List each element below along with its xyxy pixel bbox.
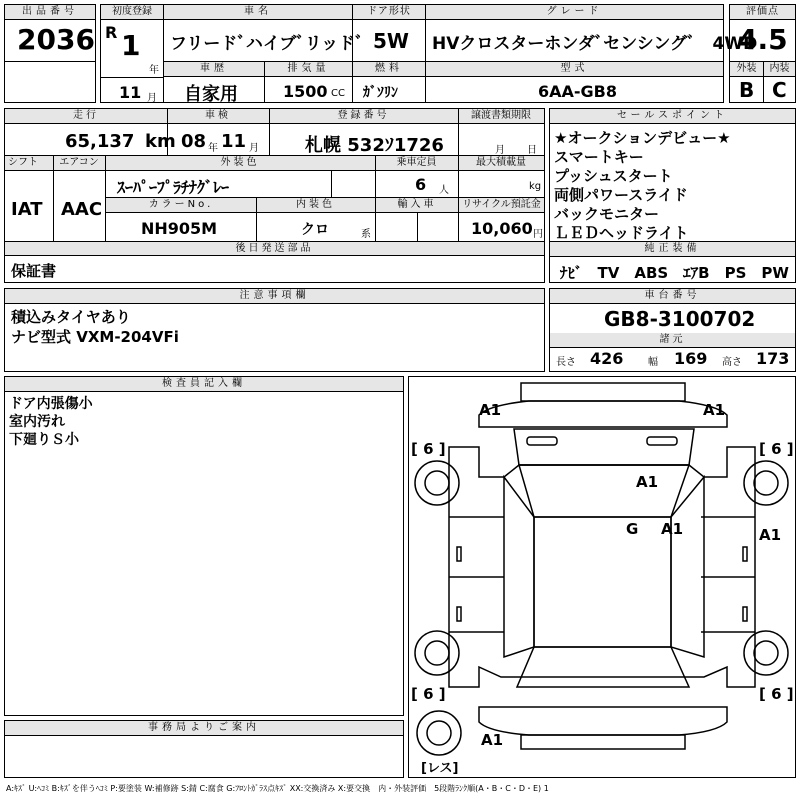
door-cell bbox=[352, 4, 426, 62]
sales-point-item: バックモニター bbox=[554, 205, 660, 223]
grade-header: グレード bbox=[426, 5, 723, 20]
inspector-cell bbox=[4, 376, 404, 716]
car-diagram-drawing bbox=[409, 377, 795, 777]
windshield bbox=[519, 465, 689, 517]
rear-window bbox=[517, 647, 689, 687]
max-load-header: 最大積載量 bbox=[458, 156, 544, 171]
inspection-year: 08 bbox=[181, 131, 207, 152]
lot-number: 2036 bbox=[17, 23, 95, 56]
body-outline bbox=[449, 447, 755, 687]
car-diagram bbox=[408, 376, 796, 778]
int-color: クロ bbox=[301, 222, 329, 238]
interior-header: 内装 bbox=[764, 62, 795, 77]
history-header: 車歴 bbox=[164, 62, 264, 77]
capacity-header: 乗車定員 bbox=[375, 156, 458, 171]
displacement-header: 排気量 bbox=[265, 62, 352, 77]
deadline-day-unit: 日 bbox=[527, 145, 537, 156]
office-header: 事務局よりご案内 bbox=[5, 721, 403, 736]
damage-mark-windshield: G bbox=[626, 520, 639, 538]
lot-number-blank bbox=[4, 61, 96, 103]
exterior-header: 外装 bbox=[730, 62, 763, 77]
sales-points-list bbox=[554, 129, 731, 243]
later-parts-cell bbox=[4, 255, 545, 283]
wheel-rear-left bbox=[415, 631, 459, 675]
interior-grade: C bbox=[772, 78, 787, 102]
inspector-note-item: 下廻りＳ小 bbox=[9, 432, 79, 448]
interior-grade-cell bbox=[763, 61, 796, 103]
score-cell bbox=[729, 4, 796, 62]
sales-point-item: 両側パワースライド bbox=[554, 186, 688, 204]
damage-mark-pillar: A1 bbox=[661, 520, 684, 538]
model-code-cell bbox=[425, 61, 724, 103]
office-cell bbox=[4, 720, 404, 778]
notes-header: 注意事項欄 bbox=[5, 289, 544, 304]
insp-year-unit: 年 bbox=[208, 143, 218, 154]
lot-number-header: 出品番号 bbox=[5, 5, 95, 20]
spare-tire-label: [レス] bbox=[421, 761, 459, 776]
model-code-header: 型式 bbox=[426, 62, 723, 77]
persons-unit: 人 bbox=[439, 185, 449, 196]
registration-month: 11 bbox=[119, 83, 142, 102]
door-header: ドア形状 bbox=[353, 5, 425, 20]
year-unit: 年 bbox=[149, 65, 159, 76]
kei-unit: 系 bbox=[361, 229, 371, 240]
wheel-rear-right bbox=[744, 631, 788, 675]
roof bbox=[534, 517, 671, 647]
first-registration-header: 初度登録 bbox=[101, 5, 163, 20]
tire-label-rear-right: [ 6 ] bbox=[759, 685, 794, 703]
note-item: ナビ型式 VXM-204VFi bbox=[11, 328, 179, 346]
sales-point-item: ＬＥＤヘッドライト bbox=[554, 224, 689, 242]
score: 4.5 bbox=[738, 23, 788, 56]
tire-label-rear-left: [ 6 ] bbox=[411, 685, 446, 703]
grade-cell bbox=[425, 4, 758, 62]
history-cell bbox=[163, 61, 265, 103]
sales-point-item: プッシュスタート bbox=[554, 167, 673, 185]
first-registration-cell bbox=[100, 4, 164, 103]
tire-label-front-left: [ 6 ] bbox=[411, 440, 446, 458]
insp-month-unit: 月 bbox=[249, 143, 259, 154]
mileage-header: 走行 bbox=[5, 109, 167, 124]
inspection-header: 車検 bbox=[167, 109, 269, 124]
equipment: ﾅﾋﾞ TV ABS ｴｱB PS PW bbox=[560, 264, 789, 282]
shift-header: シフト bbox=[5, 156, 56, 171]
wheel-front-right bbox=[744, 461, 788, 505]
sales-point-item: スマートキー bbox=[554, 148, 644, 166]
recycle-header: リサイクル預託金 bbox=[459, 198, 544, 213]
exterior-grade-cell bbox=[729, 61, 764, 103]
rear-bumper bbox=[479, 707, 727, 735]
car-name-cell bbox=[163, 4, 364, 62]
registration-number: 札幌 532ｿ1726 bbox=[305, 135, 444, 156]
sales-points-header: セールスポイント bbox=[550, 109, 795, 124]
later-parts-header: 後日発送部品 bbox=[5, 242, 544, 256]
model-code: 6AA-GB8 bbox=[538, 82, 617, 101]
color-no-header: カラーNo. bbox=[106, 198, 256, 213]
detail-grid bbox=[4, 108, 545, 256]
notes-list bbox=[11, 307, 179, 347]
chassis-header: 車台番号 bbox=[550, 289, 795, 304]
note-item: 積込みタイヤあり bbox=[11, 308, 131, 326]
km-unit: km bbox=[145, 131, 176, 152]
displacement-cell bbox=[264, 61, 353, 103]
damage-mark-front-left: A1 bbox=[479, 401, 502, 419]
tire-label-front-right: [ 6 ] bbox=[759, 440, 794, 458]
lot-number-cell bbox=[4, 4, 96, 62]
specs-header: 諸元 bbox=[550, 333, 795, 348]
equipment-header: 純正装備 bbox=[550, 242, 795, 257]
width: 169 bbox=[674, 349, 708, 368]
height: 173 bbox=[756, 349, 790, 368]
car-name: フリードﾞハイブﾞリッドﾞ bbox=[170, 34, 364, 54]
sales-points-cell bbox=[549, 108, 796, 242]
equipment-cell bbox=[549, 241, 796, 283]
wheel-front-left bbox=[415, 461, 459, 505]
damage-mark-right-fender: A1 bbox=[759, 526, 782, 544]
history: 自家用 bbox=[184, 84, 238, 105]
inspection-month: 11 bbox=[221, 131, 247, 152]
door-type: 5W bbox=[373, 29, 409, 53]
notes-cell bbox=[4, 288, 545, 372]
aircon: AAC bbox=[61, 199, 103, 220]
transfer-deadline-header: 譲渡書類期限 bbox=[458, 109, 544, 124]
later-parts: 保証書 bbox=[11, 262, 57, 280]
sales-point-item: ★オークションデビュー★ bbox=[554, 129, 731, 147]
fuel: ｶﾞｿﾘﾝ bbox=[363, 85, 398, 101]
inspector-note-item: ドア内張傷小 bbox=[9, 396, 93, 412]
kg-unit: kg bbox=[529, 181, 542, 192]
mileage: 65,137 bbox=[65, 131, 135, 152]
ext-color-header: 外装色 bbox=[105, 156, 375, 171]
cc-unit: CC bbox=[331, 88, 345, 99]
month-unit: 月 bbox=[147, 93, 157, 104]
exterior-grade: B bbox=[739, 78, 755, 102]
recycle-fee: 10,060 bbox=[471, 219, 533, 238]
grade: HVクロスターホンダﾞセンシングﾞ 4WD bbox=[432, 34, 758, 54]
capacity: 6 bbox=[415, 175, 427, 194]
import-header: 輸入車 bbox=[376, 198, 458, 213]
registration-year: 1 bbox=[121, 29, 141, 62]
deadline-month-unit: 月 bbox=[495, 145, 505, 156]
length-label: 長さ bbox=[556, 357, 576, 368]
reg-number-header: 登録番号 bbox=[269, 109, 458, 124]
inspector-header: 検査員記入欄 bbox=[5, 377, 403, 392]
shift: IAT bbox=[11, 199, 43, 220]
damage-mark-hood: A1 bbox=[636, 473, 659, 491]
damage-mark-rear: A1 bbox=[481, 731, 504, 749]
era-mark: R bbox=[105, 23, 118, 42]
spare-tire bbox=[417, 711, 461, 755]
displacement: 1500 bbox=[283, 82, 328, 101]
fuel-cell bbox=[352, 61, 426, 103]
chassis-number: GB8-3100702 bbox=[604, 307, 756, 331]
fuel-header: 燃料 bbox=[353, 62, 425, 77]
hood bbox=[514, 429, 694, 465]
int-color-header: 内装色 bbox=[256, 198, 375, 213]
car-name-header: 車名 bbox=[164, 5, 352, 20]
length: 426 bbox=[590, 349, 624, 368]
height-label: 高さ bbox=[722, 357, 742, 368]
inspector-note-item: 室内汚れ bbox=[9, 414, 65, 430]
chassis-cell bbox=[549, 288, 796, 372]
aircon-header: エアコン bbox=[53, 156, 105, 171]
damage-mark-front-right: A1 bbox=[703, 401, 726, 419]
score-header: 評価点 bbox=[730, 5, 795, 20]
ext-color: ｽｰﾊﾟｰﾌﾟﾗﾁﾅｸﾞﾚｰ bbox=[117, 178, 230, 197]
legend: A:ｷｽﾞ U:ﾍｺﾐ B:ｷｽﾞを伴うﾍｺﾐ P:要塗装 W:補修跡 S:錆 C:腐食 G:ﾌﾛﾝﾄｶﾞﾗｽ点ｷｽﾞ XX:交換済み X:要交換 内・外装評価 5段階ﾗﾝｸ順(A・B・C・D・E) 1 bbox=[6, 784, 549, 793]
width-label: 幅 bbox=[648, 357, 658, 368]
front-bumper bbox=[479, 401, 727, 427]
inspector-notes-list bbox=[9, 395, 93, 449]
yen-unit: 円 bbox=[533, 229, 543, 240]
color-no: NH905M bbox=[141, 219, 218, 238]
